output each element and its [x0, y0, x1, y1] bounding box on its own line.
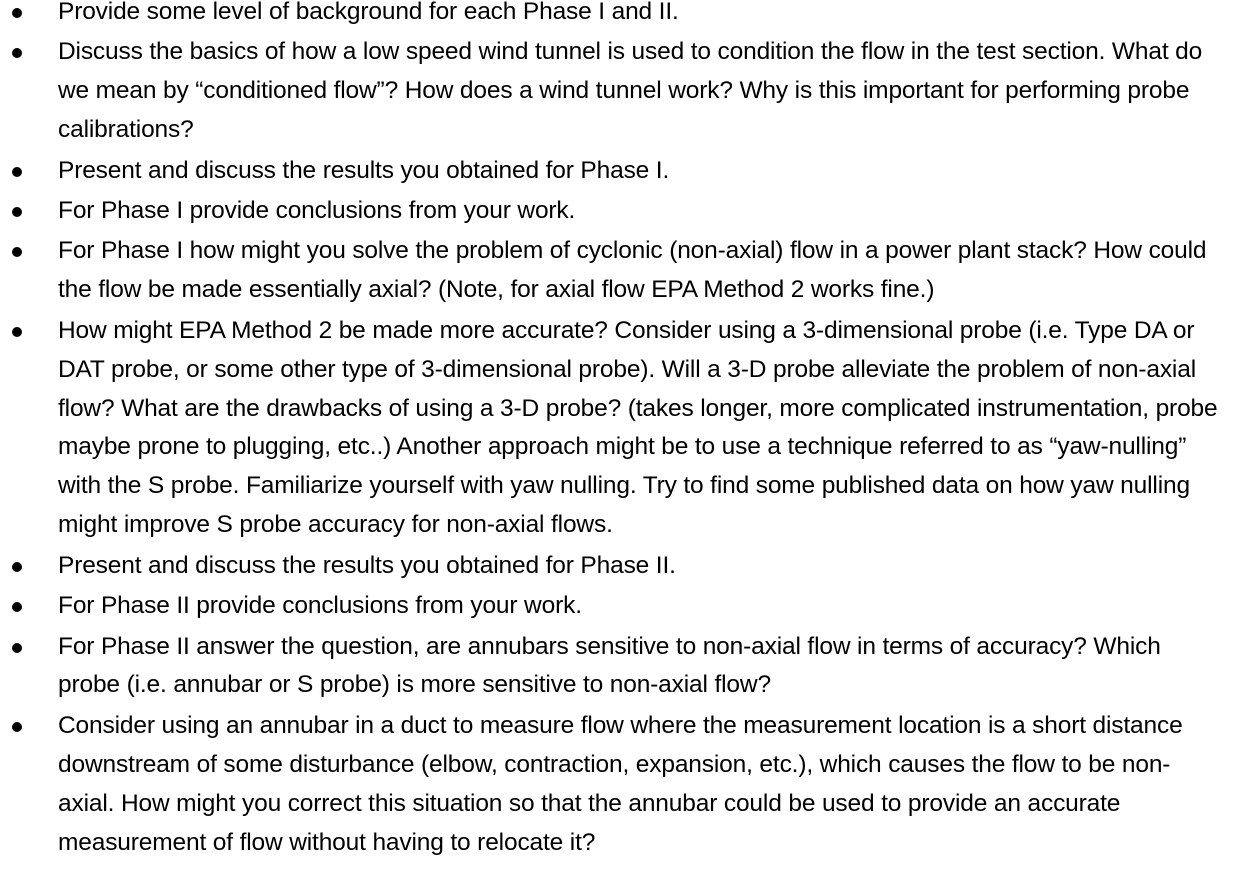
- list-item-text: Discuss the basics of how a low speed wind tunnel is used to condition the flow in the test section. What do we mean by “conditioned flow”? How does a wind tunnel work? Why is this important for performing probe calibrations?: [58, 38, 1203, 144]
- list-item-text: For Phase I how might you solve the problem of cyclonic (non-axial) flow in a power plant stack? How could the flow be made essentially axial? (Note, for axial flow EPA Method 2 works fine.): [58, 237, 1207, 304]
- list-item-text: Present and discuss the results you obtained for Phase I.: [58, 156, 670, 184]
- list-item: [0, 232, 1238, 310]
- bullet-icon: [12, 48, 22, 58]
- list-item: [0, 33, 1238, 150]
- bullet-icon: [12, 207, 22, 217]
- bullet-icon: [12, 602, 22, 612]
- list-item: [0, 628, 1238, 706]
- list-item-text: How might EPA Method 2 be made more accurate? Consider using a 3-dimensional probe (i.e. Type DA or DAT probe, or some other type of 3-dimensional probe). Will a 3-D probe alleviate the problem of non-axial flow? What are the drawbacks of using a 3-D probe? (takes longer, more complicated instrumentation, probe maybe prone to plugging, etc..) Another approach might be to use a technique referred to as “yaw-nulling” with the S probe. Familiarize yourself with yaw nulling. Try to find some published data on how yaw nulling might improve S probe accuracy for non-axial flows.: [58, 316, 1218, 539]
- bullet-icon: [12, 8, 22, 18]
- list-item-text: For Phase II provide conclusions from your work.: [58, 592, 582, 620]
- bullet-icon: [12, 562, 22, 572]
- list-item: [0, 192, 1238, 231]
- list-item-text: For Phase I provide conclusions from your work.: [58, 197, 576, 225]
- list-item-text: For Phase II answer the question, are annubars sensitive to non-axial flow in terms of accuracy? Which probe (i.e. annubar or S probe) is more sensitive to non-axial flow?: [58, 632, 1161, 699]
- list-item-text: Consider using an annubar in a duct to measure flow where the measurement location is a short distance downstream of some disturbance (elbow, contraction, expansion, etc.), which causes the flow to be non-axial. How might you correct this situation so that the annubar could be used to provide an accurate measurement of flow without having to relocate it?: [58, 711, 1183, 856]
- bullet-icon: [12, 643, 22, 653]
- list-item: [0, 0, 1238, 32]
- list-item: [0, 152, 1238, 191]
- list-item: [0, 707, 1238, 863]
- bullet-icon: [12, 722, 22, 732]
- list-item: [0, 547, 1238, 586]
- bullet-icon: [12, 247, 22, 257]
- bullet-icon: [12, 327, 22, 337]
- bullet-icon: [12, 167, 22, 177]
- list-item-text: Present and discuss the results you obtained for Phase II.: [58, 551, 676, 579]
- list-item: [0, 587, 1238, 626]
- list-item-text: Provide some level of background for each Phase I and II.: [58, 0, 679, 25]
- list-item: [0, 312, 1238, 545]
